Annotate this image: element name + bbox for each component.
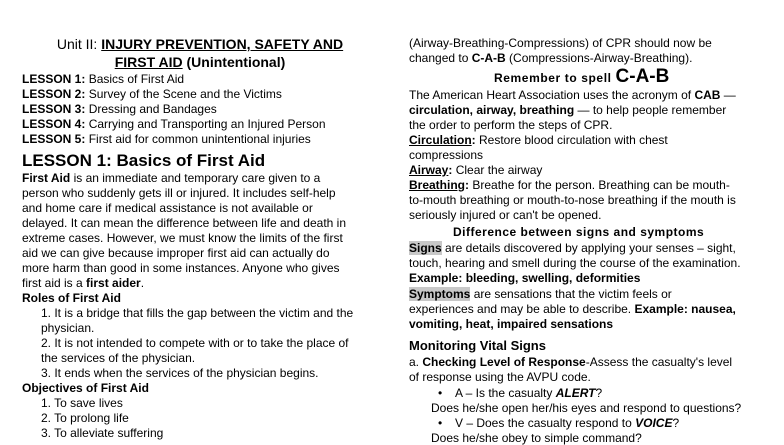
avpu-voice-question: Does he/she obey to simple command? (431, 431, 642, 445)
avpu-alert-question: Does he/she open her/his eyes and respond to questions? (431, 401, 742, 415)
intro-line-1: (Airway-Breathing-Compressions) of CPR should now be (409, 36, 712, 50)
difference-heading: Difference between signs and symptoms (453, 225, 705, 239)
lesson-item-3: LESSON 3: Dressing and Bandages (22, 102, 217, 116)
lesson-item-2: LESSON 2: Survey of the Scene and the Victims (22, 87, 282, 101)
circulation-line-2: compressions (409, 148, 484, 162)
lesson-item-1: LESSON 1: Basics of First Aid (22, 72, 185, 86)
breathing-line-1: Breathing: Breathe for the person. Breathing can be mouth- (409, 178, 730, 192)
objective-3: 3. To alleviate suffering (41, 426, 164, 440)
role-line-3: 2. It is not intended to compete with or to take the place of (41, 336, 349, 350)
role-line-2: physician. (41, 321, 95, 335)
objective-2: 2. To prolong life (41, 411, 129, 425)
role-line-1: 1. It is a bridge that fills the gap between the victim and the (41, 306, 354, 320)
objectives-heading: Objectives of First Aid (22, 381, 149, 395)
response-line-1: a. Checking Level of Response-Assess the casualty's level (409, 355, 733, 369)
first-aid-def-line-8: first aid is a first aider. (22, 276, 145, 290)
lesson-item-4: LESSON 4: Carrying and Transporting an Injured Person (22, 117, 326, 131)
first-aid-def-line-3: and home care if medical assistance is not available or (22, 201, 313, 215)
first-aid-def-line-1: First Aid is an immediate and temporary care given to a (22, 171, 321, 185)
signs-line-1: Signs are details discovered by applying your senses – sight, (409, 241, 736, 255)
breathing-line-2: to-mouth breathing or mouth-to-nose breathing if the mouth is (409, 193, 736, 207)
remember-cab: Remember to spell C-A-B (494, 66, 670, 87)
lesson-item-5: LESSON 5: First aid for common unintentional injuries (22, 132, 311, 146)
response-line-2: of response using the AVPU code. (409, 370, 591, 384)
symptoms-line-1: Symptoms are sensations that the victim feels or (409, 287, 672, 301)
avpu-alert-item: • A – Is the casualty ALERT? (455, 386, 602, 400)
vitals-heading: Monitoring Vital Signs (409, 338, 546, 353)
lesson-1-heading: LESSON 1: Basics of First Aid (22, 151, 266, 170)
first-aid-def-line-2: person who suddenly gets ill or injured. It includes self-help (22, 186, 336, 200)
avpu-voice-item: • V – Does the casualty respond to VOICE? (455, 416, 679, 430)
role-line-4: the services of the physician. (41, 351, 196, 365)
symptoms-line-2: experiences and may be able to describe. Example: nausea, (409, 302, 736, 316)
circulation-line-1: Circulation: Restore blood circulation with chest (409, 133, 668, 147)
signs-line-2: touch, hearing and smell during the course of the examination. (409, 256, 741, 270)
first-aid-def-line-6: aid we can give because improper first aid can actually do (22, 246, 330, 260)
unit-title-line-1: Unit II: INJURY PREVENTION, SAFETY AND (56, 36, 344, 52)
intro-line-2: changed to C-A-B (Compressions-Airway-Breathing). (409, 51, 693, 65)
objective-1: 1. To save lives (41, 396, 123, 410)
first-aid-def-line-7: more harm than good in some instances. Anyone who gives (22, 261, 340, 275)
symptoms-line-3: vomiting, heat, impaired sensations (409, 317, 614, 331)
unit-title-line-2: FIRST AID (Unintentional) (114, 54, 286, 70)
first-aid-def-line-4: delayed. It can mean the difference between life and death in (22, 216, 347, 230)
aha-line-1: The American Heart Association uses the acronym of CAB — (409, 88, 736, 102)
first-aid-def-line-5: extreme cases. However, we must know the limits of the first (22, 231, 343, 245)
roles-heading: Roles of First Aid (22, 291, 121, 305)
role-line-5: 3. It ends when the services of the physician begins. (41, 366, 319, 380)
aha-line-3: the order to perform the steps of CPR. (409, 118, 613, 132)
signs-example: Example: bleeding, swelling, deformities (409, 271, 641, 285)
aha-line-2: circulation, airway, breathing — to help people remember (409, 103, 727, 117)
breathing-line-3: seriously injured or can't be opened. (409, 208, 602, 222)
airway-line: Airway: Clear the airway (409, 163, 543, 177)
